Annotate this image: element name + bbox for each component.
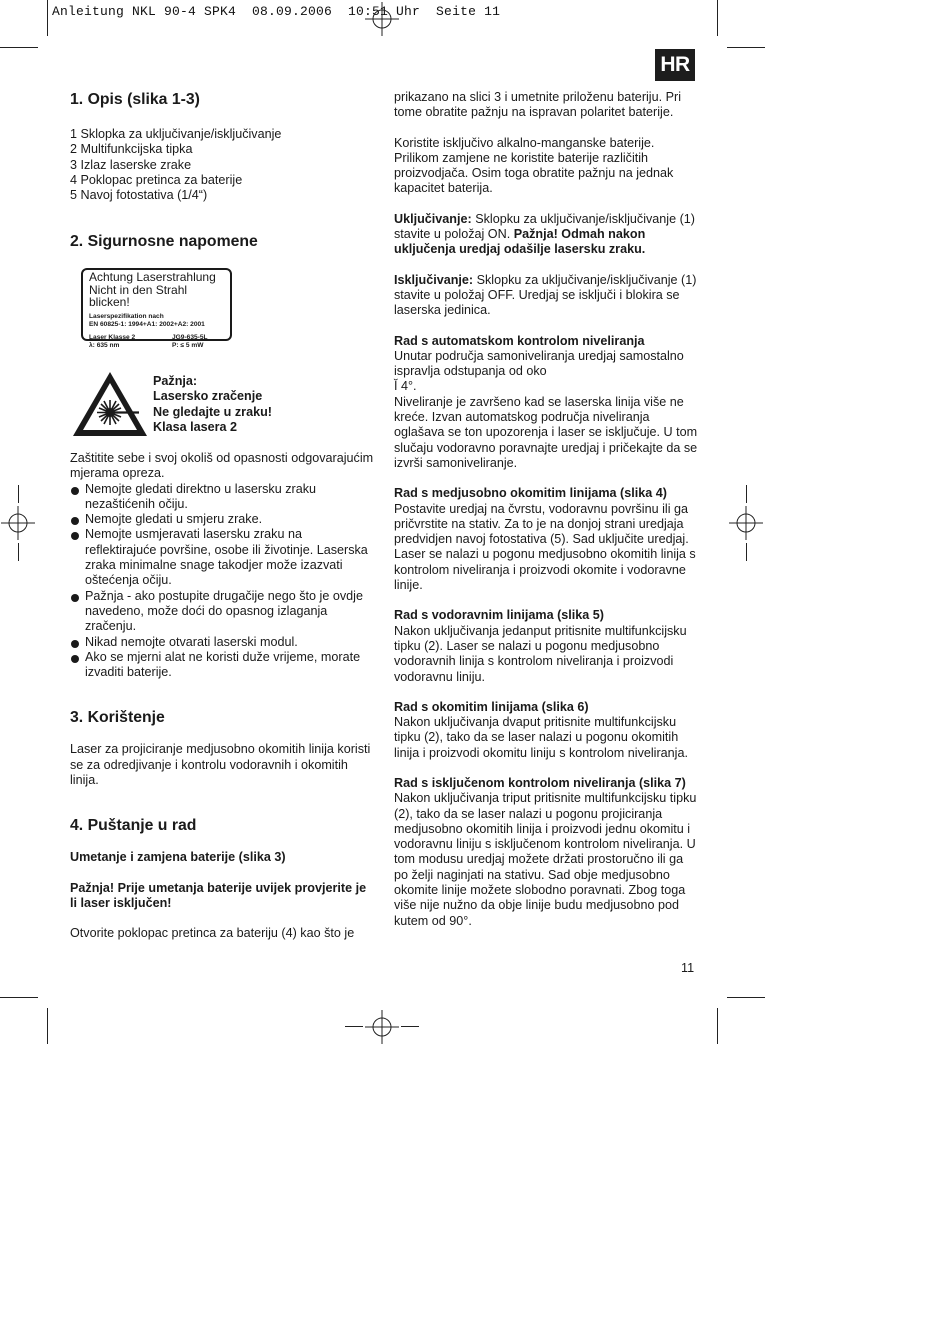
- switch-on-paragraph: [394, 212, 699, 258]
- switch-off-paragraph: [394, 273, 699, 319]
- crop-mark: [746, 543, 747, 561]
- label-line: Nicht in den Strahl blicken!: [89, 282, 188, 309]
- bullet-item: Ako se mjerni alat ne koristi duže vrijeme, morate izvaditi baterije.: [70, 650, 375, 681]
- safety-intro: Zaštitite sebe i svoj okoliš od opasnosti odgovarajućim mjerama opreza.: [70, 451, 374, 481]
- language-badge: HR: [655, 49, 695, 81]
- label-model: JG9-635-5L: [172, 333, 208, 341]
- section-title-pustanje: 4. Puštanje u rad: [70, 817, 197, 835]
- crop-mark: [47, 0, 48, 36]
- label-row: [89, 334, 224, 342]
- switch-on-text: Sklopku za uključivanje/isključivanje (1) stavite u položaj ON.: [394, 211, 695, 242]
- warning-line: Lasersko zračenje: [153, 389, 263, 404]
- bullet-item: Nikad nemojte otvarati laserski modul.: [70, 635, 375, 650]
- crop-mark: [746, 485, 747, 503]
- left-column-3: [70, 451, 375, 942]
- crop-mark: [717, 0, 718, 36]
- subheading: Rad s automatskom kontrolom niveliranja: [394, 333, 645, 348]
- label-wavelength: λ: 635 nm: [89, 341, 120, 349]
- subheading: Rad s okomitim linijama (slika 6): [394, 699, 589, 714]
- left-column: [70, 90, 375, 203]
- laser-warning-label: [81, 268, 232, 349]
- bullet-item: Nemojte usmjeravati lasersku zraku na reflektirajuće površine, osobe ili životinje. Laserska zraka minimalne snage takodjer može izazvati oštećenja očiju.: [70, 527, 375, 588]
- paragraph: Postavite uredjaj na čvrstu, vodoravnu površinu ili ga pričvrstite na stativ. Za to je na donjoj strani uredjaja predvidjen navoj fotostativa (5). Sad uključite uredjaj. Laser se nalazi u pogonu medjusobno okomitih linija s kontrolom niveliranja i proizvodi okomite i vodoravne linije.: [394, 501, 696, 593]
- registration-mark: [365, 1010, 399, 1044]
- registration-mark: [729, 506, 763, 540]
- laser-hazard-icon: [71, 370, 149, 438]
- subheading: Rad s vodoravnim linijama (slika 5): [394, 608, 604, 623]
- crop-mark: [0, 47, 38, 48]
- left-column-2: [70, 232, 375, 252]
- page-number: 11: [681, 961, 695, 975]
- paragraph: Nakon uključivanja dvaput pritisnite multifunkcijsku tipku (2), tako da se laser nalazi u pogonu okomitih linija i proizvodi okomitu liniju s kontrolom niveliranja.: [394, 715, 688, 760]
- crop-mark: [0, 997, 38, 998]
- paragraph: Unutar područja samoniveliranja uredjaj samostalno ispravlja odstupanja od oko: [394, 348, 684, 379]
- paragraph: prikazano na slici 3 i umetnite priloženu bateriju. Pri tome obratite pažnju na ispravan polaritet baterije.: [394, 90, 681, 120]
- subheading: Rad s isključenom kontrolom niveliranja (slika 7): [394, 775, 686, 790]
- crop-mark: [727, 997, 765, 998]
- label-spec: EN 60825-1: 1994+A1: 2002+A2: 2001: [89, 320, 205, 328]
- paragraph: Ĭ 4°.: [394, 379, 417, 394]
- section-title-sigurnost: 2. Sigurnosne napomene: [70, 233, 258, 250]
- laser-warning-text: [153, 374, 272, 435]
- paragraph: Koristite isključivo alkalno-manganske baterije. Prilikom zamjene ne koristite baterije različitih proizvodjača. Osim toga obratite pažnju na jednak kapacitet baterija.: [394, 135, 674, 196]
- bullet-item: Nemojte gledati direktno u lasersku zraku nezaštićenih očiju.: [70, 482, 375, 513]
- crop-mark: [401, 1026, 419, 1027]
- paragraph: Nakon uključivanja triput pritisnite multifunkcijsku tipku (2), tako da se laser nalazi u pogonu projiciranja medjusobno okomitih linija i proizvodi jednu okomitu i vodoravnu liniju s isključenom kontrolom niveliranja. U tom modusu uredjaj možete držati prostoručno ili ga po želji naginjati na stativu. Sad obje medjusobno okomite linije možete slobodno poravnati. Zbog toga više nije nužno da obje linije budu medjusobno pod kutem od 90°.: [394, 791, 697, 928]
- warning-line: Ne gledajte u zraku!: [153, 404, 272, 419]
- warning-line: Pažnja:: [153, 374, 198, 388]
- battery-text: Otvorite poklopac pretinca za bateriju (4) kao što je: [70, 926, 355, 941]
- bullet-item: Pažnja - ako postupite drugačije nego što je ovdje navedeno, može doći do opasnog izlaganja zračenju.: [70, 589, 375, 635]
- switch-off-label: Isključivanje:: [394, 272, 474, 287]
- switch-off-text: Sklopku za uključivanje/isključivanje (1) stavite u položaj OFF. Uredjaj se isključi i blokira se laserska jedinica.: [394, 272, 697, 318]
- list-item: 1 Sklopka za uključivanje/isključivanje: [70, 127, 282, 141]
- safety-bullets: [70, 482, 375, 681]
- paragraph: Nakon uključivanja jedanput pritisnite multifunkcijsku tipku (2). Laser se nalazi u pogonu medjusobno vodoravnih linija s kontrolom niveliranja i proizvodi vodoravnu liniju.: [394, 623, 687, 684]
- registration-mark: [1, 506, 35, 540]
- crop-mark: [18, 485, 19, 503]
- label-class: Laser Klasse 2: [89, 333, 136, 341]
- label-row: [89, 342, 224, 350]
- usage-text: Laser za projiciranje medjusobno okomitih linija koristi se za odredjivanje i kontrolu vodoravnih i okomitih linija.: [70, 742, 371, 788]
- warning-line: Klasa lasera 2: [153, 419, 238, 434]
- registration-mark: [365, 2, 399, 36]
- label-spec: Laserspezifikation nach: [89, 312, 164, 320]
- crop-mark: [18, 543, 19, 561]
- switch-on-label: Uključivanje:: [394, 211, 472, 226]
- right-column: [394, 90, 699, 929]
- battery-subtitle: Umetanje i zamjena baterije (slika 3): [70, 850, 286, 865]
- subheading: Rad s medjusobno okomitim linijama (slika 4): [394, 486, 667, 501]
- section-title-opis: 1. Opis (slika 1-3): [70, 91, 200, 108]
- bullet-item: Nemojte gledati u smjeru zrake.: [70, 512, 375, 527]
- paragraph: Niveliranje je završeno kad se laserska linija više ne kreće. Izvan automatskog područja niveliranja oglašava se ton upozorenja i laser se isključuje. U tom slučaju vodoravno poravnajte uredjaj i pričekajte da se izvrši samoniveliranje.: [394, 394, 698, 470]
- battery-warning: Pažnja! Prije umetanja baterije uvijek provjerite je li laser isključen!: [70, 880, 367, 910]
- list-item: 2 Multifunkcijska tipka: [70, 142, 193, 157]
- label-line: Achtung Laserstrahlung: [89, 270, 216, 284]
- section-title-koristenje: 3. Korištenje: [70, 709, 165, 727]
- label-power: P: ≤ 5 mW: [172, 341, 204, 349]
- print-header: Anleitung NKL 90-4 SPK4 08.09.2006 10:51 Uhr Seite 11: [52, 4, 501, 19]
- list-item: 5 Navoj fotostativa (1/4“): [70, 188, 208, 203]
- switch-on-warning: Pažnja! Odmah nakon uključenja uredjaj odašilje lasersku zraku.: [394, 227, 646, 257]
- crop-mark: [717, 1008, 718, 1044]
- list-item: 4 Poklopac pretinca za baterije: [70, 172, 243, 187]
- list-item: 3 Izlaz laserske zrake: [70, 157, 192, 172]
- crop-mark: [47, 1008, 48, 1044]
- crop-mark: [345, 1026, 363, 1027]
- parts-list: [70, 127, 375, 203]
- crop-mark: [727, 47, 765, 48]
